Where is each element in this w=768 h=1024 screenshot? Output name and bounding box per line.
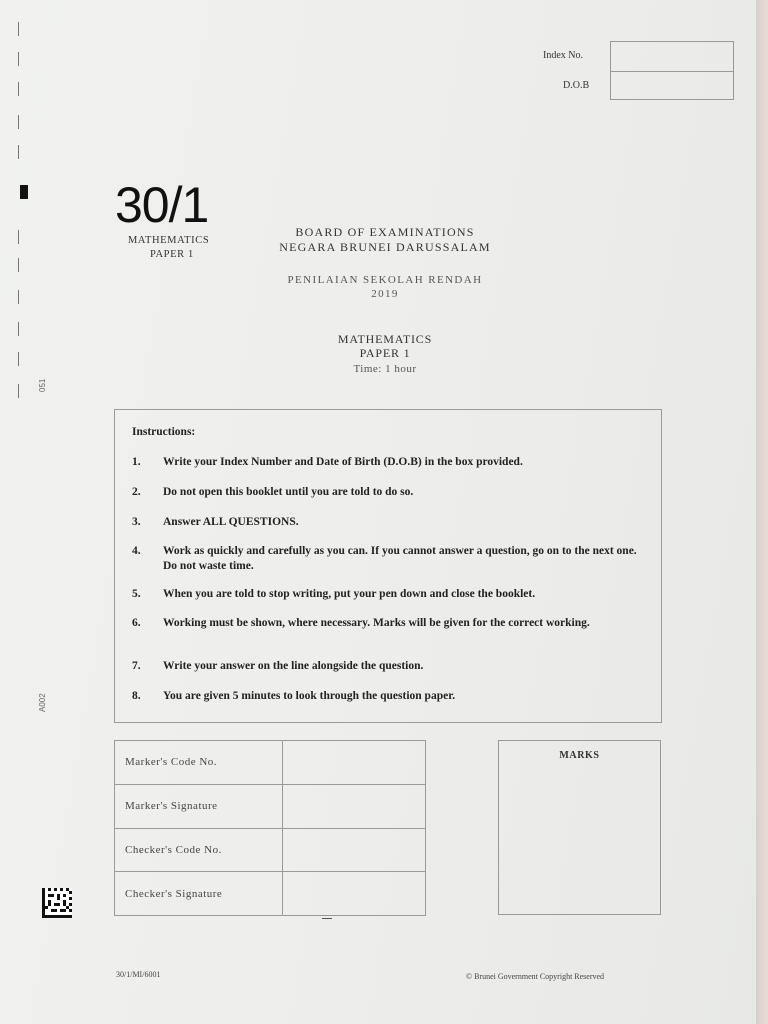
paper-edge <box>756 0 768 1024</box>
copyright-notice: © Brunei Government Copyright Reserved <box>466 972 605 981</box>
instruction-item <box>132 515 642 530</box>
marks-box[interactable] <box>498 740 661 915</box>
checker-signature-field[interactable] <box>283 872 426 916</box>
marker-table <box>114 740 426 916</box>
table-row <box>115 872 426 916</box>
exam-subject: MATHEMATICS <box>337 332 433 346</box>
marker-code-field[interactable] <box>283 741 426 785</box>
marker-code-label: Marker's Code No. <box>115 741 283 785</box>
instruction-item <box>132 689 642 704</box>
datamatrix-code-icon <box>42 888 72 918</box>
instruction-item <box>132 587 642 602</box>
instruction-text: You are given 5 minutes to look through the question paper. <box>163 690 456 702</box>
marks-label: MARKS <box>559 750 600 761</box>
assessment-title: PENILAIAN SEKOLAH RENDAH <box>287 274 483 286</box>
index-dob-box[interactable] <box>610 41 734 100</box>
instruction-text: Answer ALL QUESTIONS. <box>163 516 299 528</box>
exam-paper-number: PAPER 1 <box>359 346 411 360</box>
checker-code-field[interactable] <box>283 828 426 872</box>
instruction-item <box>132 616 642 631</box>
instruction-item <box>132 455 642 470</box>
registration-mark <box>20 185 28 199</box>
instruction-item <box>132 544 642 574</box>
margin-tick <box>18 258 19 272</box>
table-row <box>115 828 426 872</box>
margin-tick <box>18 145 19 159</box>
marker-signature-field[interactable] <box>283 784 426 828</box>
margin-tick <box>18 115 19 129</box>
checker-signature-label: Checker's Signature <box>115 872 283 916</box>
margin-tick <box>18 82 19 96</box>
instruction-text: Do not open this booklet until you are told to do so. <box>163 486 414 498</box>
instruction-text: Write your answer on the line alongside the question. <box>163 660 424 672</box>
instruction-text: Work as quickly and carefully as you can. If you cannot answer a question, go on to the next one. Do not waste time. <box>163 545 637 572</box>
instruction-number: 1. <box>132 456 141 468</box>
dob-field[interactable] <box>611 72 733 100</box>
instruction-text: When you are told to stop writing, put your pen down and close the booklet. <box>163 588 536 600</box>
marker-signature-label: Marker's Signature <box>115 784 283 828</box>
margin-tick <box>18 352 19 366</box>
side-code-2: A002 <box>38 693 47 712</box>
paper-small: PAPER 1 <box>150 249 194 260</box>
paper-code: 30/1 <box>115 177 209 233</box>
instructions-title: Instructions: <box>132 426 196 438</box>
margin-tick <box>18 384 19 398</box>
footer-code: 30/1/MI/6001 <box>116 970 161 979</box>
margin-tick <box>18 52 19 66</box>
instruction-text: Write your Index Number and Date of Birth (D.O.B) in the box provided. <box>163 456 523 468</box>
table-row <box>115 741 426 785</box>
index-no-field[interactable] <box>611 42 733 72</box>
instruction-text: Working must be shown, where necessary. Marks will be given for the correct working. <box>163 617 590 629</box>
center-mark <box>322 918 332 919</box>
index-no-label: Index No. <box>543 50 583 61</box>
instructions-box <box>114 409 662 723</box>
margin-tick <box>18 322 19 336</box>
checker-code-label: Checker's Code No. <box>115 828 283 872</box>
instruction-number: 3. <box>132 516 141 528</box>
subject-small: MATHEMATICS <box>128 235 210 246</box>
instruction-number: 2. <box>132 486 141 498</box>
board-country: NEGARA BRUNEI DARUSSALAM <box>279 240 491 254</box>
instruction-item <box>132 485 642 500</box>
instruction-number: 5. <box>132 588 141 600</box>
instruction-item <box>132 659 642 674</box>
instruction-number: 7. <box>132 660 141 672</box>
board-title: BOARD OF EXAMINATIONS <box>295 225 475 239</box>
dob-label: D.O.B <box>563 80 590 91</box>
table-row <box>115 784 426 828</box>
instruction-number: 4. <box>132 545 141 557</box>
instruction-number: 8. <box>132 690 141 702</box>
margin-tick <box>18 290 19 304</box>
side-code-1: 051 <box>38 378 47 392</box>
exam-time: Time: 1 hour <box>353 363 417 375</box>
instruction-number: 6. <box>132 617 141 629</box>
margin-tick <box>18 230 19 244</box>
assessment-year: 2019 <box>371 288 399 300</box>
margin-tick <box>18 22 19 36</box>
